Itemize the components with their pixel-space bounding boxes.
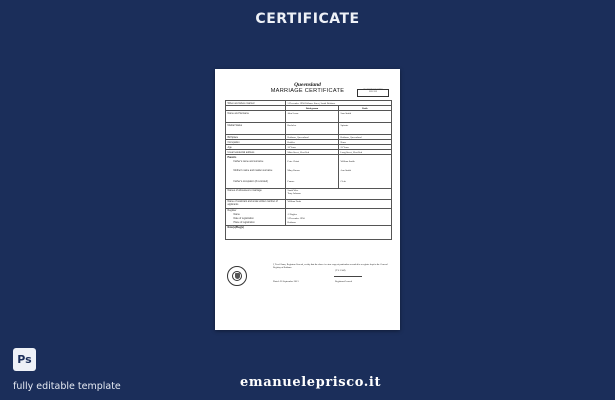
label-residence: Usual residential address bbox=[226, 150, 286, 155]
value-name-bride: Sara Smith bbox=[339, 111, 392, 123]
column-bridegroom: Bridegroom bbox=[286, 106, 339, 111]
value-celebrant: William Tards bbox=[286, 199, 392, 208]
value-occupation-groom: Builder bbox=[286, 140, 339, 145]
table-row bbox=[226, 168, 392, 179]
column-bride: Bride bbox=[339, 106, 392, 111]
value-occupation-bride: Nurse bbox=[339, 140, 392, 145]
registrar-title: Registrar-General bbox=[335, 280, 353, 283]
value-marital-bride: Spinster bbox=[339, 123, 392, 135]
value-father-bride: William Smith bbox=[339, 159, 392, 168]
table-row bbox=[226, 179, 392, 188]
value-when-where: 5 December 1994 Vallance Street, South Brisbane bbox=[286, 101, 392, 106]
table-row bbox=[226, 111, 392, 123]
value-age-groom: 26 Years bbox=[286, 145, 339, 150]
label-register: Register bbox=[226, 208, 286, 213]
table-row bbox=[226, 199, 392, 208]
label-registration-date: Date of registration bbox=[233, 217, 254, 220]
table-row bbox=[226, 188, 392, 199]
label-name: Name and Surname bbox=[226, 111, 286, 123]
label-notes: Note(s)/Reg(s) bbox=[226, 225, 392, 239]
value-registration-place: Brisbane bbox=[286, 221, 392, 226]
value-mother-bride: Ann Smith bbox=[339, 168, 392, 179]
value-mother-groom: Mary Brown bbox=[286, 168, 339, 179]
value-father-groom: Peter Chiasi bbox=[286, 159, 339, 168]
label-father-occupation: Father's occupation (if recorded) bbox=[233, 179, 268, 183]
document-title: MARRIAGE CERTIFICATE bbox=[270, 88, 345, 94]
label-mother: Mother's name and maiden surname bbox=[233, 168, 273, 172]
certification-statement bbox=[273, 264, 391, 273]
value-registrar-name: J. Hughes bbox=[286, 213, 392, 217]
value-registration-date: 5 December 1994 bbox=[286, 217, 392, 221]
label-occupation: Occupation bbox=[226, 140, 286, 145]
value-witnesses bbox=[286, 188, 392, 199]
official-seal bbox=[227, 266, 247, 286]
photoshop-icon-label: Ps bbox=[17, 353, 32, 366]
certificate-document bbox=[215, 69, 400, 330]
label-when-where: When and where married bbox=[226, 101, 286, 106]
table-row bbox=[226, 159, 392, 168]
photoshop-icon bbox=[13, 348, 36, 371]
label-age: Age bbox=[226, 145, 286, 150]
certificate-table bbox=[225, 100, 392, 240]
label-witnesses: Names of witnesses to marriage bbox=[226, 188, 286, 199]
page-title: CERTIFICATE bbox=[255, 11, 360, 27]
template-caption: fully editable template bbox=[13, 381, 121, 392]
table-row bbox=[226, 123, 392, 135]
dated-text: Dated: 26 September 2013 bbox=[273, 280, 299, 283]
registration-box-line: REGISTRATION NUMBER bbox=[363, 90, 383, 91]
label-marital: Marital Status bbox=[226, 123, 286, 135]
statement-text: I, Trevil Jams, Registrar-General, certify that the above is a true copy of particulars recorded in a register kept in the General Registry at Brisbane bbox=[273, 264, 388, 269]
label-birthplace: Birthplace bbox=[226, 135, 286, 140]
value-birthplace-bride: Brisbane, Queensland bbox=[339, 135, 392, 140]
value-father-occupation-bride: Clerk bbox=[339, 179, 392, 188]
table-row bbox=[226, 225, 392, 239]
value-father-occupation-groom: Farmer bbox=[286, 179, 339, 188]
value-residence-bride: Long Street, West End bbox=[339, 150, 392, 155]
witness-name: Tony Johnson bbox=[287, 192, 301, 195]
signature-text: (T.V. JAM) bbox=[335, 269, 346, 272]
label-father: Father's name and surname bbox=[233, 159, 264, 163]
website-link[interactable]: emanueleprisco.it bbox=[240, 375, 382, 390]
document-state: Queensland bbox=[294, 82, 321, 88]
value-name-groom: John Lenas bbox=[286, 111, 339, 123]
value-marital-groom: Bachelor bbox=[286, 123, 339, 135]
crest-icon bbox=[235, 273, 240, 279]
label-parents: Parents bbox=[226, 155, 286, 160]
value-age-bride: 25 Years bbox=[339, 145, 392, 150]
label-registrar-name: Name bbox=[233, 213, 240, 216]
registration-box bbox=[357, 89, 389, 97]
signature-line bbox=[334, 276, 362, 277]
value-residence-groom: Main Street, West End bbox=[286, 150, 339, 155]
registration-box-line: XXXX.XXX bbox=[369, 92, 377, 93]
label-registration-place: Place of registration bbox=[233, 221, 255, 224]
value-birthplace-groom: Brisbane, Queensland bbox=[286, 135, 339, 140]
witness-name: Sarah Wise bbox=[287, 189, 299, 192]
label-celebrant: Name of celebrant and under-written number of applicants bbox=[226, 199, 286, 208]
